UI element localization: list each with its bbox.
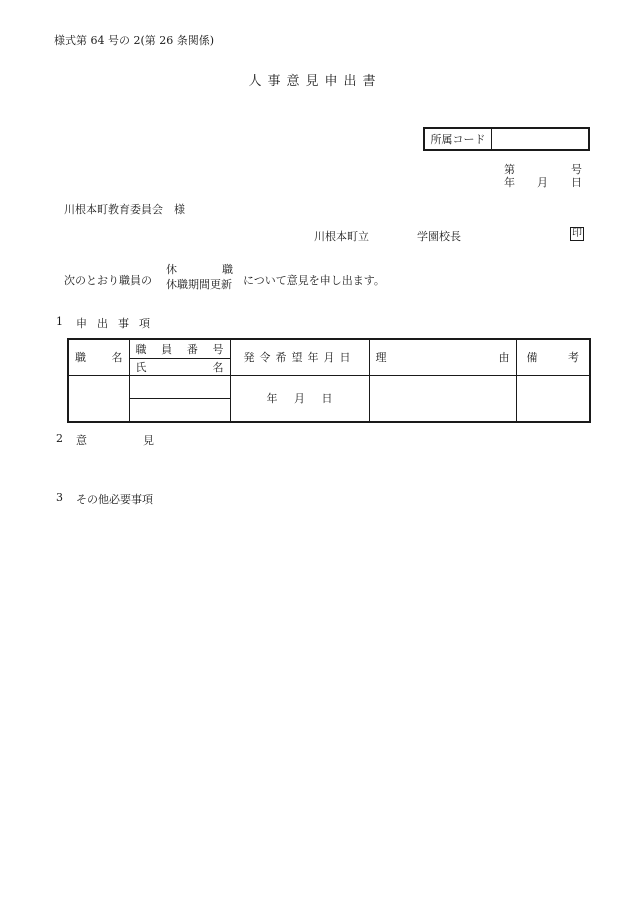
cell-reason[interactable] bbox=[369, 375, 516, 422]
cell-date-day: 日 bbox=[321, 392, 333, 406]
header-date bbox=[230, 339, 369, 375]
header-name bbox=[129, 358, 230, 375]
header-position-b: 名 bbox=[111, 351, 123, 365]
header-staff-number-3: 番 bbox=[186, 342, 198, 356]
header-reason bbox=[369, 339, 516, 375]
number-suffix: 号 bbox=[571, 163, 582, 176]
option-leave-b: 職 bbox=[222, 263, 233, 276]
header-remarks-b: 考 bbox=[568, 351, 579, 365]
seal-mark: 印 bbox=[572, 228, 582, 239]
affiliation-code-label: 所属コード bbox=[425, 129, 492, 149]
header-name-b: 名 bbox=[212, 360, 224, 374]
date-year: 年 bbox=[504, 176, 515, 189]
school-prefix: 川根本町立 bbox=[314, 230, 369, 243]
header-position bbox=[68, 339, 129, 375]
section2-title-b: 見 bbox=[143, 434, 154, 447]
header-position-a: 職 bbox=[75, 351, 86, 365]
header-name-a: 氏 bbox=[135, 360, 147, 374]
cell-position[interactable] bbox=[68, 375, 129, 422]
section3-number: 3 bbox=[56, 491, 63, 504]
header-date-label: 発令希望年月日 bbox=[243, 351, 356, 365]
section2-title-a: 意 bbox=[76, 434, 87, 447]
addressee: 川根本町教育委員会 様 bbox=[64, 203, 185, 216]
affiliation-code-box bbox=[423, 127, 590, 151]
cell-date-year: 年 bbox=[266, 392, 278, 406]
date-day: 日 bbox=[571, 176, 582, 189]
school-principal: 学園校長 bbox=[417, 230, 461, 243]
form-number: 様式第 64 号の 2(第 26 条関係) bbox=[54, 34, 215, 47]
cell-staff-number[interactable] bbox=[129, 375, 230, 398]
section1-title: 申出事項 bbox=[76, 317, 160, 330]
header-reason-b: 由 bbox=[498, 351, 510, 365]
option-leave-extension: 休職期間更新 bbox=[166, 278, 232, 291]
header-remarks-a: 備 bbox=[526, 351, 538, 365]
cell-name[interactable] bbox=[129, 398, 230, 422]
number-prefix: 第 bbox=[504, 163, 515, 176]
header-staff-number-2: 員 bbox=[161, 342, 173, 356]
document-title: 人事意見申出書 bbox=[248, 74, 382, 89]
cell-date[interactable] bbox=[230, 375, 369, 422]
date-month: 月 bbox=[537, 176, 548, 189]
header-staff-number-4: 号 bbox=[212, 342, 224, 356]
header-staff-number bbox=[129, 339, 230, 358]
header-remarks bbox=[516, 339, 590, 375]
section1-number: 1 bbox=[56, 315, 63, 328]
affiliation-code-field[interactable] bbox=[492, 129, 588, 149]
section2-number: 2 bbox=[56, 432, 63, 445]
section3-title: その他必要事項 bbox=[76, 493, 153, 506]
cell-remarks[interactable] bbox=[516, 375, 590, 422]
request-lead: 次のとおり職員の bbox=[64, 274, 152, 287]
request-tail: について意見を申し出ます。 bbox=[243, 274, 385, 287]
header-staff-number-1: 職 bbox=[135, 342, 147, 356]
cell-date-month: 月 bbox=[294, 392, 305, 406]
request-items-table bbox=[67, 338, 591, 423]
option-leave-a: 休 bbox=[166, 263, 177, 276]
header-reason-a: 理 bbox=[375, 351, 387, 365]
